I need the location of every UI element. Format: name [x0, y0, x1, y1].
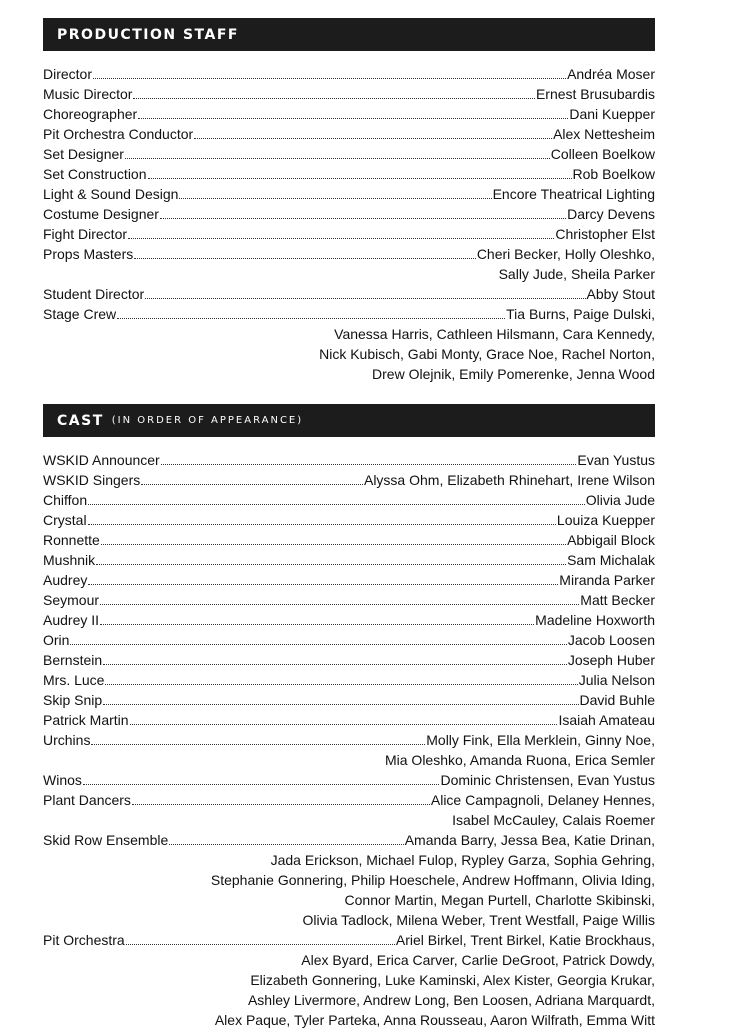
credit-row: [43, 244, 655, 264]
dot-leader: [117, 317, 505, 319]
credit-names-continued: Sally Jude, Sheila Parker: [498, 266, 655, 282]
dot-leader: [101, 543, 566, 545]
credit-row: [43, 650, 655, 670]
credit-row: [43, 304, 655, 324]
credit-row: [43, 670, 655, 690]
credit-role: Patrick Martin: [43, 712, 129, 728]
credit-role: Ronnette: [43, 532, 100, 548]
credit-names: Amanda Barry, Jessa Bea, Katie Drinan,: [404, 832, 655, 848]
credit-role: Music Director: [43, 86, 133, 102]
cast-list: [43, 450, 655, 1030]
credit-role: Pit Orchestra Conductor: [43, 126, 194, 142]
credit-row: [43, 530, 655, 550]
credit-role: Mushnik: [43, 552, 96, 568]
credit-names-continued: Stephanie Gonnering, Philip Hoeschele, Andrew Hoffmann, Olivia Iding,: [210, 872, 655, 888]
dot-leader: [93, 77, 566, 79]
credit-role: Skid Row Ensemble: [43, 832, 169, 848]
credit-role: Skip Snip: [43, 692, 103, 708]
credit-role: Plant Dancers: [43, 792, 131, 808]
credit-role: Bernstein: [43, 652, 103, 668]
dot-leader: [179, 197, 491, 199]
dot-leader: [160, 217, 566, 219]
credit-row: [43, 84, 655, 104]
credit-role: Audrey II: [43, 612, 100, 628]
credit-row: [43, 510, 655, 530]
production-staff-title: PRODUCTION STAFF: [57, 26, 239, 43]
credit-row: [43, 284, 655, 304]
credit-row: [43, 730, 655, 750]
production-staff-header: [43, 18, 655, 51]
dot-leader: [103, 663, 567, 665]
dot-leader: [88, 523, 556, 525]
credit-names-continued: Alex Paque, Tyler Parteka, Anna Rousseau, Aaron Wilfrath, Emma Witt: [214, 1012, 655, 1028]
production-staff-list: [43, 64, 655, 384]
credit-row: [43, 690, 655, 710]
credit-names: Sam Michalak: [567, 552, 655, 568]
credit-row: [43, 450, 655, 470]
credit-role: Set Construction: [43, 166, 147, 182]
credit-role: Audrey: [43, 572, 88, 588]
credit-names: Alyssa Ohm, Elizabeth Rhinehart, Irene Wilson: [363, 472, 655, 488]
credit-row: [43, 144, 655, 164]
credit-role: Urchins: [43, 732, 91, 748]
credit-names: Colleen Boelkow: [550, 146, 655, 162]
credit-role: Set Designer: [43, 146, 124, 162]
credit-names: Darcy Devens: [567, 206, 655, 222]
credit-names-continued: Olivia Tadlock, Milena Weber, Trent Westfall, Paige Willis: [302, 912, 655, 928]
credit-names: Evan Yustus: [577, 452, 655, 468]
cast-title: CAST: [57, 412, 104, 429]
dot-leader: [125, 157, 550, 159]
credit-row: [43, 550, 655, 570]
dot-leader: [194, 137, 552, 139]
credit-names-continued: Vanessa Harris, Cathleen Hilsmann, Cara Kennedy,: [334, 326, 655, 342]
dot-leader: [148, 177, 572, 179]
credit-names: Louiza Kuepper: [556, 512, 655, 528]
credit-role: Costume Designer: [43, 206, 159, 222]
credit-row: [43, 710, 655, 730]
dot-leader: [88, 503, 585, 505]
dot-leader: [88, 583, 558, 585]
credit-names: Abby Stout: [586, 286, 655, 302]
credit-names: Christopher Elst: [555, 226, 655, 242]
credit-role: Crystal: [43, 512, 87, 528]
credit-role: Pit Orchestra: [43, 932, 125, 948]
dot-leader: [132, 803, 430, 805]
credit-role: Student Director: [43, 286, 145, 302]
credit-names-continued: Drew Olejnik, Emily Pomerenke, Jenna Wood: [372, 366, 655, 382]
credit-role: Props Masters: [43, 246, 134, 262]
credit-names: Julia Nelson: [578, 672, 655, 688]
credit-names: Jacob Loosen: [567, 632, 655, 648]
credit-row: [43, 184, 655, 204]
credit-names-continued: Mia Oleshko, Amanda Ruona, Erica Semler: [384, 752, 655, 768]
dot-leader: [145, 297, 585, 299]
credit-names: Olivia Jude: [585, 492, 655, 508]
credit-names-continued: Nick Kubisch, Gabi Monty, Grace Noe, Rachel Norton,: [319, 346, 655, 362]
credit-role: Choreographer: [43, 106, 138, 122]
credit-names: Dani Kuepper: [569, 106, 655, 122]
credit-names: Madeline Hoxworth: [535, 612, 655, 628]
credit-role: Stage Crew: [43, 306, 117, 322]
credit-role: WSKID Singers: [43, 472, 141, 488]
credit-names: Abbigail Block: [567, 532, 655, 548]
credit-role: Fight Director: [43, 226, 128, 242]
credit-names: Joseph Huber: [567, 652, 655, 668]
credit-row: [43, 930, 655, 950]
credit-names: David Buhle: [579, 692, 655, 708]
credit-names-continued: Isabel McCauley, Calais Roemer: [452, 812, 655, 828]
cast-header: [43, 404, 655, 437]
credit-role: Chiffon: [43, 492, 88, 508]
credit-row: [43, 630, 655, 650]
dot-leader: [133, 97, 534, 99]
dot-leader: [141, 483, 363, 485]
credit-role: Orin: [43, 632, 70, 648]
dot-leader: [134, 257, 476, 259]
credit-row: [43, 830, 655, 850]
dot-leader: [161, 463, 577, 465]
credit-row: [43, 770, 655, 790]
credit-names-continued: Connor Martin, Megan Purtell, Charlotte Skibinski,: [344, 892, 655, 908]
dot-leader: [103, 703, 578, 705]
credit-row: [43, 570, 655, 590]
credit-row: [43, 224, 655, 244]
dot-leader: [83, 783, 440, 785]
dot-leader: [126, 943, 395, 945]
cast-subtitle: (IN ORDER OF APPEARANCE): [111, 415, 304, 426]
credit-row: [43, 64, 655, 84]
dot-leader: [130, 723, 558, 725]
dot-leader: [70, 643, 566, 645]
credit-names-continued: Elizabeth Gonnering, Luke Kaminski, Alex Kister, Georgia Krukar,: [250, 972, 655, 988]
credit-names: Ariel Birkel, Trent Birkel, Katie Brockhaus,: [395, 932, 655, 948]
credit-row: [43, 610, 655, 630]
credit-names: Andréa Moser: [567, 66, 655, 82]
credit-names: Encore Theatrical Lighting: [492, 186, 655, 202]
credit-names-continued: Alex Byard, Erica Carver, Carlie DeGroot, Patrick Dowdy,: [301, 952, 655, 968]
dot-leader: [169, 843, 403, 845]
credit-names: Miranda Parker: [559, 572, 655, 588]
credit-names: Ernest Brusubardis: [535, 86, 655, 102]
credit-names: Cheri Becker, Holly Oleshko,: [476, 246, 655, 262]
credit-role: Seymour: [43, 592, 100, 608]
dot-leader: [91, 743, 425, 745]
credit-row: [43, 204, 655, 224]
dot-leader: [96, 563, 566, 565]
credit-row: [43, 590, 655, 610]
dot-leader: [105, 683, 577, 685]
credit-names: Isaiah Amateau: [558, 712, 655, 728]
credit-names-continued: Ashley Livermore, Andrew Long, Ben Loosen, Adriana Marquardt,: [247, 992, 655, 1008]
credit-names: Tia Burns, Paige Dulski,: [506, 306, 655, 322]
dot-leader: [100, 623, 534, 625]
credit-names: Alice Campagnoli, Delaney Hennes,: [430, 792, 655, 808]
dot-leader: [100, 603, 579, 605]
dot-leader: [138, 117, 568, 119]
credit-role: Light & Sound Design: [43, 186, 179, 202]
credit-row: [43, 790, 655, 810]
credit-role: Director: [43, 66, 93, 82]
credit-row: [43, 124, 655, 144]
credit-row: [43, 490, 655, 510]
credit-row: [43, 470, 655, 490]
credit-row: [43, 104, 655, 124]
credit-role: WSKID Announcer: [43, 452, 160, 468]
credit-role: Mrs. Luce: [43, 672, 105, 688]
dot-leader: [128, 237, 554, 239]
credit-names: Dominic Christensen, Evan Yustus: [440, 772, 655, 788]
credit-role: Winos: [43, 772, 82, 788]
credit-row: [43, 164, 655, 184]
credit-names: Matt Becker: [580, 592, 655, 608]
credit-names: Alex Nettesheim: [553, 126, 655, 142]
credit-names: Molly Fink, Ella Merklein, Ginny Noe,: [426, 732, 655, 748]
credit-names-continued: Jada Erickson, Michael Fulop, Rypley Garza, Sophia Gehring,: [270, 852, 655, 868]
credit-names: Rob Boelkow: [572, 166, 655, 182]
